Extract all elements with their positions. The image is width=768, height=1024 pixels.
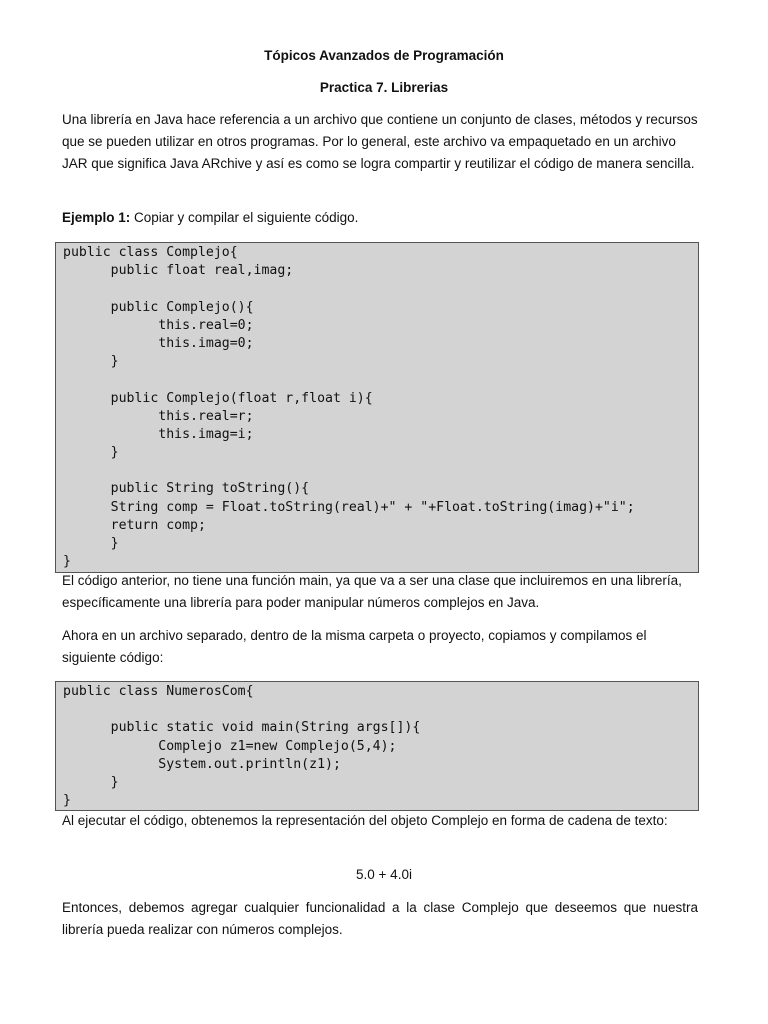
document-subtitle: Practica 7. Librerias xyxy=(319,80,449,95)
code-line: } xyxy=(63,554,71,570)
code-line: this.imag=i; xyxy=(63,426,254,442)
code-line: return comp; xyxy=(63,517,206,533)
intro-paragraph: Una librería en Java hace referencia a un archivo que contiene un conjunto de clases, métodos y recursos que se pueden utilizar en otros programas. Por lo general, este archivo va empaquetado en un archivo JAR que significa Java ARchive y así es como se logra compartir y reutilizar el código de manera sencilla. xyxy=(62,112,698,171)
code-line: } xyxy=(63,445,119,461)
code-line: String comp = Float.toString(real)+" + "+Float.toString(imag)+"i"; xyxy=(63,499,635,515)
code-line xyxy=(63,462,698,480)
code-line: } xyxy=(63,536,119,551)
code-line: } xyxy=(63,774,119,790)
code-line: public static void main(String args[]){ xyxy=(63,720,421,736)
code-line: public float real,imag; xyxy=(63,263,294,279)
document-title: Tópicos Avanzados de Programación xyxy=(264,48,504,63)
example-label: Ejemplo 1: xyxy=(62,210,131,225)
code-line: public Complejo(){ xyxy=(63,299,254,315)
closing-paragraph: Entonces, debemos agregar cualquier funcionalidad a la clase Complejo que deseemos que nuestra librería pueda realizar con números complejos. xyxy=(62,900,698,937)
code-line: this.real=r; xyxy=(63,408,254,424)
code-line: this.real=0; xyxy=(63,317,254,333)
code-line: public Complejo(float r,float i){ xyxy=(63,390,373,406)
result-output: 5.0 + 4.0i xyxy=(356,867,412,882)
code-line xyxy=(63,701,698,719)
after-code1-paragraph: El código anterior, no tiene una función main, ya que va a ser una clase que incluiremos en una librería, específicamente una librería para poder manipular números complejos en Java. xyxy=(62,573,682,610)
code-line: } xyxy=(63,793,71,809)
code-block-complejo xyxy=(55,242,699,573)
code-line: public String toString(){ xyxy=(63,481,310,497)
code-line: } xyxy=(63,354,119,370)
code-line: public class Complejo{ xyxy=(63,245,238,260)
separate-file-paragraph: Ahora en un archivo separado, dentro de la misma carpeta o proyecto, copiamos y compilamos el siguiente código: xyxy=(62,628,647,665)
code-line: public class NumerosCom{ xyxy=(63,684,254,699)
example-text: Copiar y compilar el siguiente código. xyxy=(130,210,359,225)
code-line: Complejo z1=new Complejo(5,4); xyxy=(63,738,397,754)
after-code2-paragraph: Al ejecutar el código, obtenemos la representación del objeto Complejo en forma de cadena de texto: xyxy=(62,813,668,828)
code-line xyxy=(63,371,698,389)
code-line xyxy=(63,280,698,298)
code-line: System.out.println(z1); xyxy=(63,756,341,772)
code-block-numeroscom xyxy=(55,681,699,811)
example-paragraph xyxy=(62,207,698,229)
code-line: this.imag=0; xyxy=(63,335,254,351)
